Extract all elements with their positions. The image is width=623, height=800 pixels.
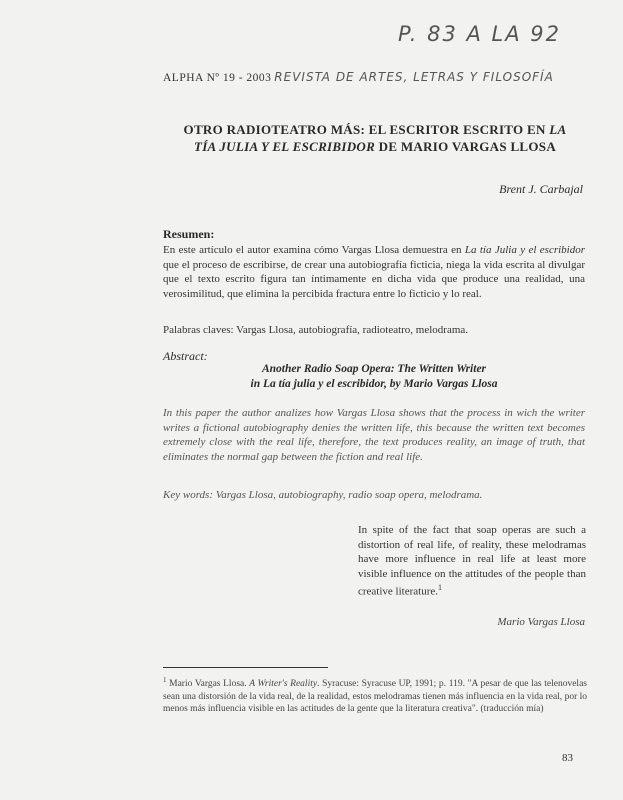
footnote-reference: 1 (438, 583, 443, 592)
title-line2-suffix: DE MARIO VARGAS LLOSA (375, 139, 557, 154)
resumen-part2: que el proceso de escribirse, de crear una autobiografía ficticia, niega la vida escrita al divulgar que el texto escrito figura tan íntimamente en dicha vida que produce una realidad, una verosimilitud, que elimina la percibida fractura entre lo ficticio y lo real. (163, 258, 585, 300)
english-title-line1: Another Radio Soap Opera: The Written Writer (261, 363, 487, 375)
title-line1-italic: LA (549, 122, 567, 137)
epigraph (358, 523, 586, 599)
footnote-marker: 1 (163, 676, 167, 684)
english-keywords: Key words: Vargas Llosa, autobiography, radio soap opera, melodrama. (163, 489, 483, 501)
resumen-part1: En este artículo el autor examina cómo Vargas Llosa demuestra en (163, 244, 465, 256)
article-author: Brent J. Carbajal (499, 182, 583, 196)
abstract-heading: Abstract: (163, 349, 208, 363)
page-number: 83 (562, 752, 573, 764)
footnote-citation-prefix: Mario Vargas Llosa. (169, 679, 250, 690)
epigraph-text: In spite of the fact that soap operas are such a distortion of real life, of reality, these melodramas have more influence in real life at least more visible influence on the attitudes of the people than creative literature. (358, 524, 586, 598)
footnote-divider (163, 667, 328, 668)
handwritten-page-range: P. 83 A LA 92 (398, 22, 562, 46)
title-line2-italic: TÍA JULIA Y EL ESCRIBIDOR (193, 139, 376, 154)
footnote-citation-suffix: . Syracuse: Syracuse UP, 1991; p. 119. "A pesar de que las telenovelas sean una distorsión de la vida real, de la realidad, estos melodramas tienen más influencia en la vida real, por lo menos más influencia visible en las actitudes de la gente que la literatura creativa". (traducción mía) (163, 679, 587, 715)
resumen-italic-title: La tía Julia y el escribidor (464, 244, 586, 256)
title-line1-prefix: OTRO RADIOTEATRO MÁS: EL ESCRITOR ESCRITO EN (183, 122, 550, 137)
resumen-heading: Resumen: (163, 227, 215, 241)
journal-header (163, 70, 554, 84)
english-title-line2: in La tía julia y el escribidor, by Mario Vargas Llosa (250, 378, 498, 390)
footnote (163, 674, 587, 716)
palabras-claves: Palabras claves: Vargas Llosa, autobiografía, radioteatro, melodrama. (163, 324, 469, 336)
resumen-body (163, 243, 585, 301)
journal-issue: ALPHA Nº 19 - 2003 (163, 72, 272, 84)
epigraph-author: Mario Vargas Llosa (497, 616, 585, 628)
article-title (160, 121, 590, 155)
footnote-book-title: A Writer's Reality (249, 679, 318, 690)
english-title (163, 362, 585, 392)
handwritten-journal-note: REVISTA DE ARTES, LETRAS Y FILOSOFÍA (274, 70, 554, 84)
abstract-body: In this paper the author analizes how Vargas Llosa shows that the process in wich the writer writes a fictional autobiography denies the written life, this because the written text becomes extremely close with the real life, therefore, the text produces reality, an image of truth, that eliminates the normal gap between the fiction and real life. (163, 407, 585, 463)
